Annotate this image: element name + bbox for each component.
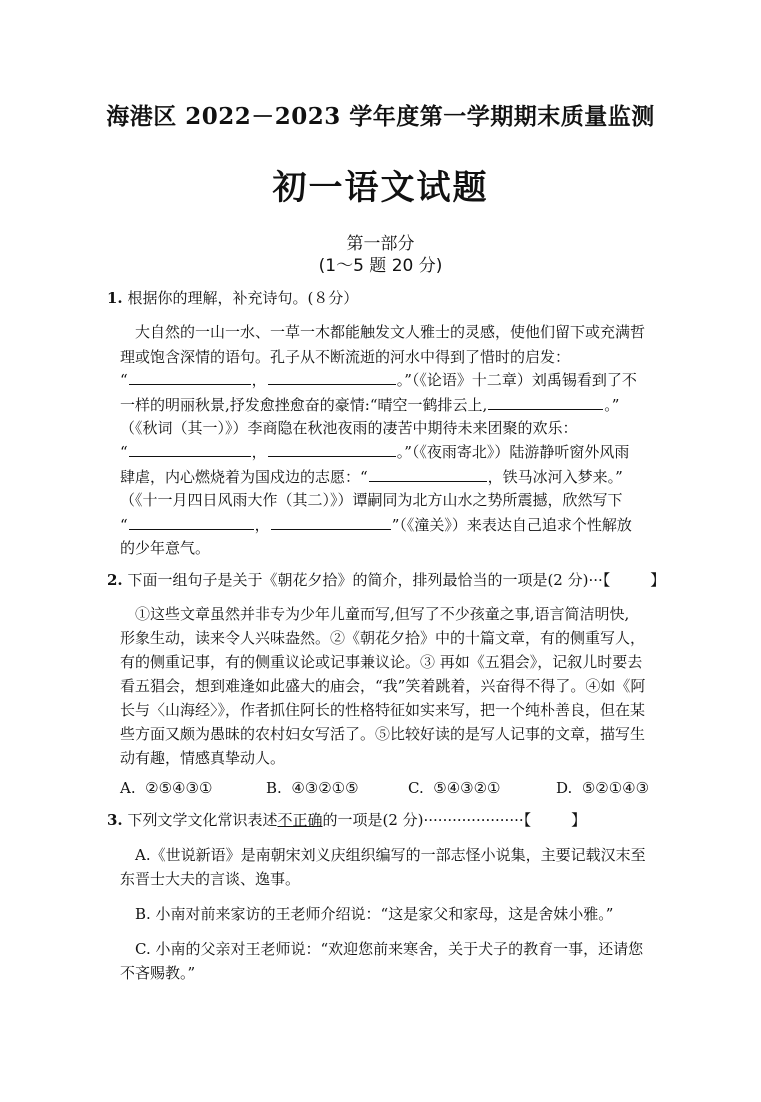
q2-option-b[interactable] — [266, 778, 359, 798]
q1-line-3-c: 。”（《论语》十二章）刘禹锡看到了不 — [396, 371, 637, 389]
q1-line-3 — [120, 370, 637, 390]
option-label: C. — [408, 779, 424, 797]
q1-line-9-a: “ — [120, 516, 128, 534]
answer-blank-6[interactable] — [369, 467, 487, 482]
q2-option-c[interactable] — [408, 778, 501, 798]
q3-stem-a: 下列文学文化常识表述 — [127, 811, 278, 829]
answer-blank-5[interactable] — [268, 442, 396, 457]
q1-line-6-a: “ — [120, 443, 128, 461]
q2-stem: 下面一组句子是关于《朝花夕拾》的简介，排列最恰当的一项是(2 分)···【 — [127, 571, 611, 589]
q2-bracket-close: 】 — [650, 571, 666, 589]
q1-line-4-a: 一样的明丽秋景,抒发愈挫愈奋的豪情:“晴空一鹤排云上, — [120, 396, 488, 414]
q1-line-5: （《秋词（其一）》）李商隐在秋池夜雨的凄苦中期待未来团聚的欢乐： — [120, 419, 578, 437]
option-text: ⑤④③②① — [433, 779, 501, 797]
q1-number: 1. — [107, 289, 123, 307]
option-label: B. — [266, 779, 282, 797]
q1-line-2: 理或饱含深情的语句。孔子从不断流逝的河水中得到了惜时的启发： — [120, 348, 571, 366]
option-text: ②⑤④③① — [145, 779, 213, 797]
q2-line-1: ①这些文章虽然并非专为少年儿童而写,但写了不少孩童之事,语言简洁明快, — [135, 605, 630, 623]
exam-header-title: 海港区 2022－2023 学年度第一学期期末质量监测 — [106, 103, 655, 130]
q3-bracket-close: 】 — [571, 811, 587, 829]
q2-line-6: 些方面又颇为愚昧的农村妇女写活了。⑤比较好读的是写人记事的文章，描写生 — [120, 725, 646, 743]
q2-stem-line — [107, 570, 665, 590]
answer-blank-7[interactable] — [129, 515, 254, 530]
q3-option-a-line-2: 东晋士大夫的言谈、逸事。 — [120, 870, 301, 888]
option-text: ⑤②①④③ — [581, 779, 650, 797]
option-label: D. — [556, 779, 573, 797]
q3-option-c-line-2: 不吝赐教。” — [120, 964, 196, 982]
q3-stem-underlined: 不正确 — [277, 811, 323, 829]
q3-number: 3. — [107, 811, 123, 829]
answer-blank-4[interactable] — [129, 442, 251, 457]
q1-stem: 根据你的理解，补充诗句。(８分） — [127, 289, 359, 307]
q1-line-1: 大自然的一山一水、一草一木都能触发文人雅士的灵感，使他们留下或充满哲 — [135, 323, 646, 341]
answer-blank-2[interactable] — [268, 370, 396, 385]
q3-stem-b: 的一项是(2 分)·····················【 — [322, 811, 532, 829]
q3-option-c-line-1[interactable]: C. 小南的父亲对王老师说：“欢迎您前来寒舍，关于犬子的教育一事，还请您 — [135, 940, 644, 958]
q2-line-4: 看五猖会，想到难逢如此盛大的庙会，“我”笑着跳着，兴奋得不得了。④如《阿 — [120, 677, 646, 695]
q2-line-7: 动有趣，情感真挚动人。 — [120, 749, 286, 767]
q1-line-6 — [120, 442, 629, 462]
exam-main-title: 初一语文试题 — [272, 168, 489, 208]
part-subtitle: (1～5 题 20 分) — [318, 256, 443, 276]
option-label: A. — [120, 779, 136, 797]
q1-line-3-a: “ — [120, 371, 128, 389]
q1-line-4 — [120, 395, 619, 415]
q2-line-3: 有的侧重记事，有的侧重议论或记事兼议论。③ 再如《五猖会》，记叙儿时要去 — [120, 653, 643, 671]
q1-line-3-b: ， — [251, 371, 267, 389]
option-text: ④③②①⑤ — [291, 779, 359, 797]
q1-line-9-b: ， — [254, 516, 270, 534]
q2-option-d[interactable] — [556, 778, 649, 798]
q1-line-7 — [120, 467, 623, 487]
q2-line-5: 长与〈山海经〉》，作者抓住阿长的性格特征如实来写，把一个纯朴善良，但在某 — [120, 701, 646, 719]
answer-blank-3[interactable] — [488, 395, 603, 410]
answer-blank-1[interactable] — [129, 370, 251, 385]
answer-blank-8[interactable] — [271, 515, 391, 530]
q1-stem-line — [107, 288, 358, 308]
part-title: 第一部分 — [346, 234, 415, 254]
q3-stem-line — [107, 810, 586, 830]
q2-option-a[interactable] — [120, 778, 212, 798]
q1-line-10: 的少年意气。 — [120, 539, 211, 557]
q1-line-6-c: 。”（《夜雨寄北》）陆游静听窗外风雨 — [396, 443, 630, 461]
q1-line-4-b: 。” — [604, 396, 620, 414]
q3-option-b[interactable]: B. 小南对前来家访的王老师介绍说：“这是家父和家母，这是舍妹小雅。” — [135, 905, 614, 923]
q2-number: 2. — [107, 571, 123, 589]
q1-line-9 — [120, 515, 632, 535]
q1-line-7-a: 肆虐，内心燃烧着为国戍边的志愿：“ — [120, 468, 368, 486]
q3-option-a-line-1[interactable]: A.《世说新语》是南朝宋刘义庆组织编写的一部志怪小说集，主要记载汉末至 — [135, 846, 646, 864]
q1-line-7-b: ，铁马冰河入梦来。” — [487, 468, 623, 486]
q1-line-8: （《十一月四日风雨大作（其二）》）谭嗣同为北方山水之势所震撼，欣然写下 — [120, 491, 623, 509]
q2-line-2: 形象生动，读来令人兴味盎然。②《朝花夕拾》中的十篇文章，有的侧重写人， — [120, 629, 646, 647]
q1-line-9-c: ”（《潼关》）来表达自己追求个性解放 — [391, 516, 632, 534]
q1-line-6-b: ， — [251, 443, 267, 461]
